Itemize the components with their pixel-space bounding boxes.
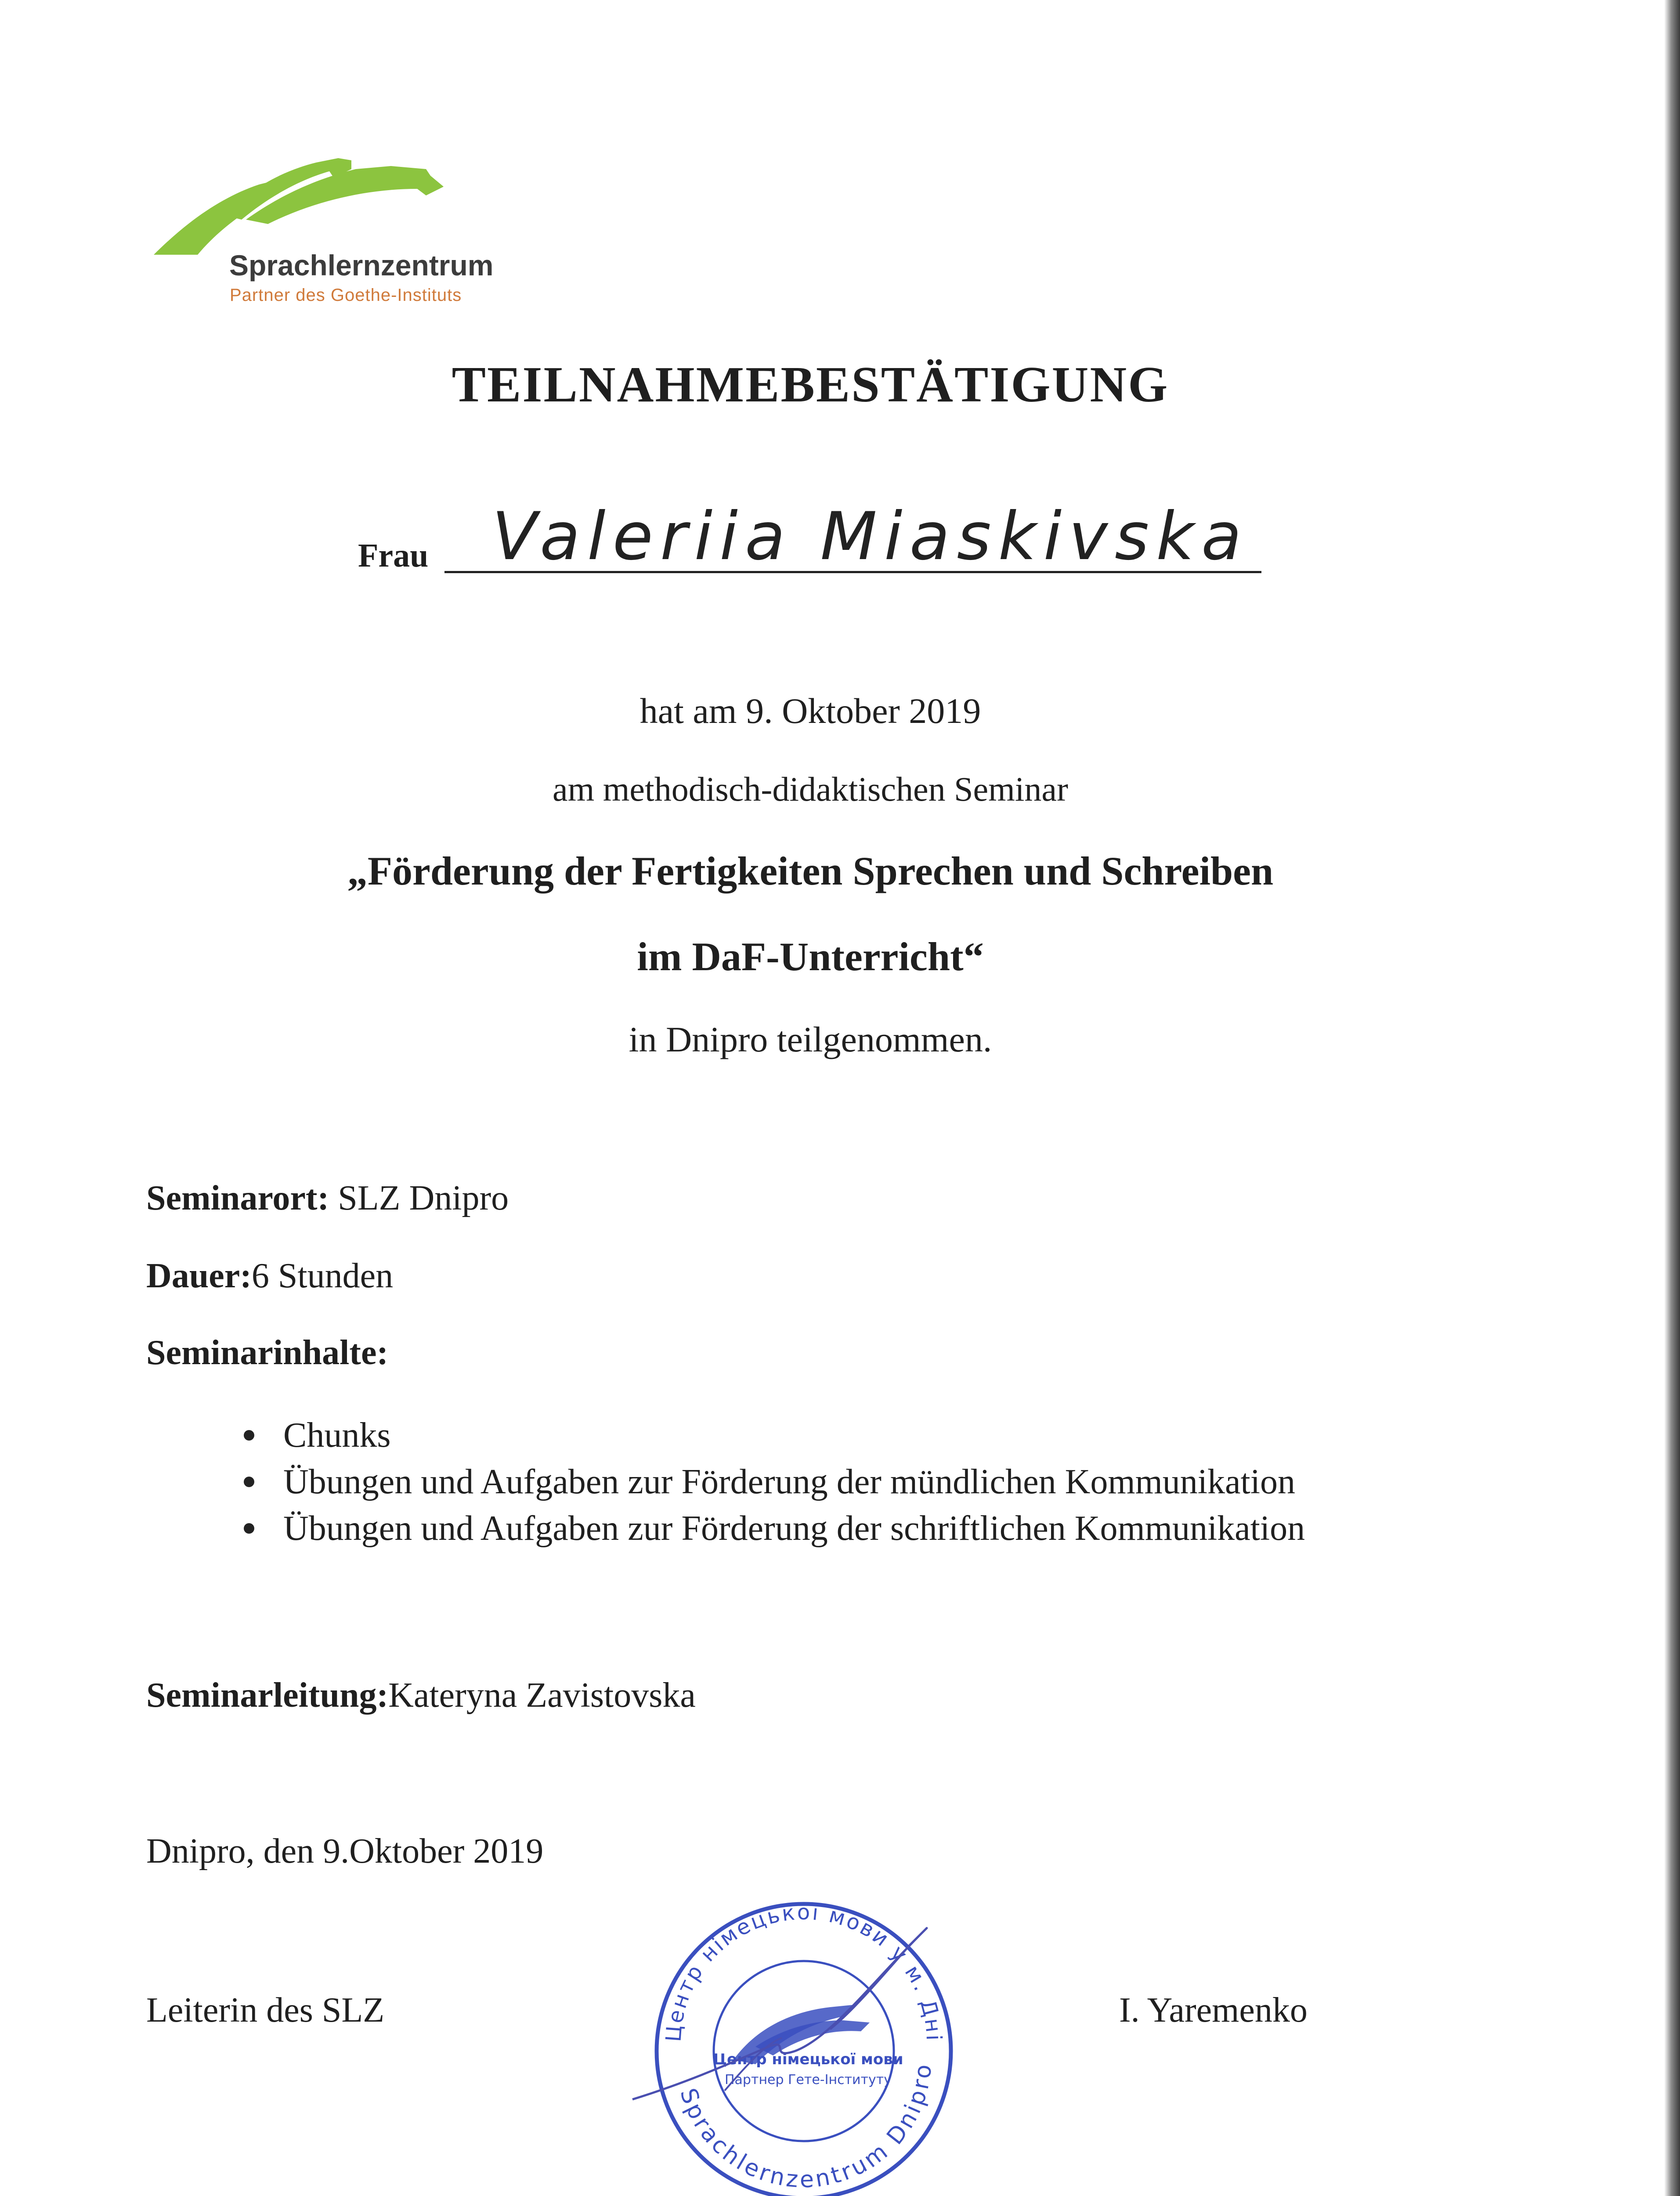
seminar-location-label: Seminarort: (146, 1179, 329, 1217)
signatory-name: I. Yaremenko (1119, 1991, 1308, 2030)
stamp-inner-line-2: Партнер Гете-Інституту (724, 2072, 892, 2088)
scan-edge-shadow (1664, 0, 1680, 2196)
seminar-location-value: SLZ Dnipro (329, 1179, 509, 1217)
stamp-outer-text-bottom: Sprachlernzentrum Dnipro (675, 2061, 937, 2193)
list-item (244, 1505, 1305, 1552)
bullet-icon (244, 1477, 254, 1487)
list-item-text: Chunks (283, 1416, 391, 1455)
logo-subtitle: Partner des Goethe-Instituts (230, 285, 462, 305)
bullet-icon (244, 1430, 254, 1441)
seminar-duration-label: Dauer: (146, 1257, 252, 1295)
list-item-text: Übungen und Aufgaben zur Förderung der mündlichen Kommunikation (283, 1463, 1295, 1501)
participation-date: hat am 9. Oktober 2019 (639, 691, 981, 731)
seminar-duration-value: 6 Stunden (251, 1257, 394, 1295)
seminar-leader (146, 1676, 696, 1716)
stamp-outer-text-top: Центр німецької мови у м. Дні (661, 1900, 947, 2043)
seminar-type: am methodisch-didaktischen Seminar (552, 770, 1069, 808)
seminar-title-line-1: „Förderung der Fertigkeiten Sprechen und Schreiben (347, 849, 1274, 893)
seminar-duration (146, 1256, 393, 1296)
logo-arrows-icon (145, 145, 540, 259)
seminar-leader-value: Kateryna Zavistovska (388, 1676, 696, 1715)
official-stamp (624, 1853, 984, 2196)
svg-text:Центр німецької мови у м. Дніп (624, 1853, 946, 2043)
sprachlernzentrum-logo (145, 145, 540, 321)
stamp-seal-icon (624, 1853, 984, 2196)
list-item (244, 1412, 1305, 1459)
date-and-place: Dnipro, den 9.Oktober 2019 (146, 1832, 544, 1871)
seminar-contents-list (244, 1412, 1305, 1552)
stamp-inner-line-1: Центр німецької мови (713, 2051, 903, 2068)
seminar-location (146, 1178, 509, 1218)
document-title: TEILNAHMEBESTÄTIGUNG (452, 357, 1169, 413)
seminar-place-line: in Dnipro teilgenommen. (629, 1019, 992, 1059)
handwritten-name: Valeriia Miaskivska (492, 498, 1249, 575)
logo-name: Sprachlernzentrum (229, 249, 494, 282)
seminar-title-line-2: im DaF-Unterricht“ (637, 934, 984, 979)
seminar-contents-heading: Seminarinhalte: (146, 1333, 389, 1372)
bullet-icon (244, 1523, 254, 1534)
salutation: Frau (358, 537, 429, 574)
seminar-leader-label: Seminarleitung: (146, 1676, 389, 1715)
signature-label-left: Leiterin des SLZ (146, 1991, 385, 2030)
list-item (244, 1459, 1305, 1505)
list-item-text: Übungen und Aufgaben zur Förderung der schriftlichen Kommunikation (283, 1509, 1305, 1548)
